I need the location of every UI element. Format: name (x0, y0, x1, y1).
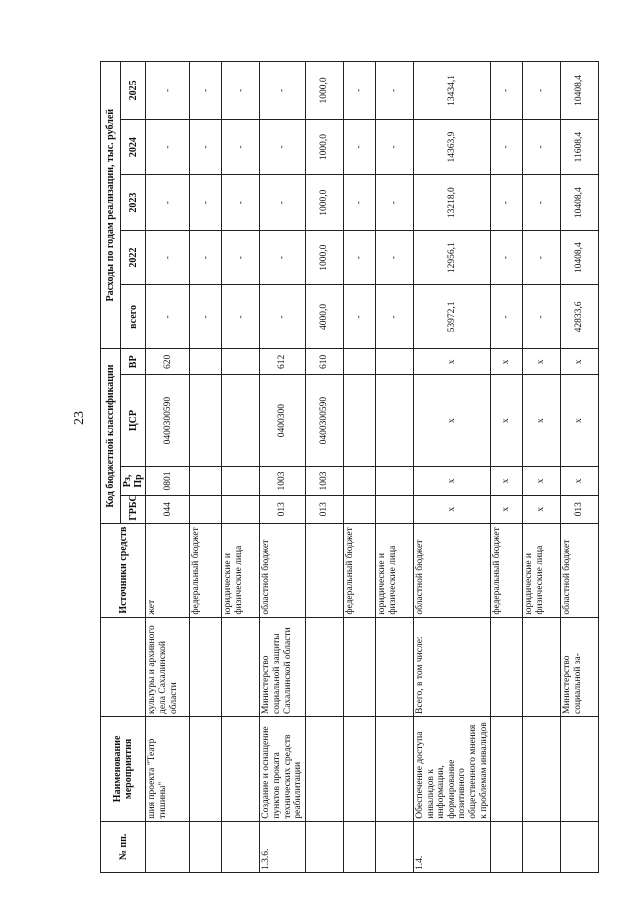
year-2025-cell: - (491, 62, 523, 120)
csr-cell (222, 375, 260, 467)
year-2023-cell: 13218,0 (413, 175, 490, 231)
executor-cell: культуры и архивного дела Сахалинской области (146, 617, 190, 716)
grbs-cell: 013 (305, 495, 343, 523)
rzpr-cell (190, 467, 222, 496)
header-vr: ВР (121, 349, 146, 375)
funding-source-cell: федеральный бюджет (343, 523, 375, 617)
measure-name-cell (375, 717, 413, 822)
rzpr-cell: x (491, 467, 523, 496)
table-row (190, 62, 222, 873)
header-sources: Источники средств (101, 523, 146, 617)
row-number-cell (305, 821, 343, 872)
year-2025-cell: 1000,0 (305, 62, 343, 120)
grbs-cell: x (413, 495, 490, 523)
table-row (260, 62, 306, 873)
executor-cell (491, 617, 523, 716)
year-2024-cell: 14363,9 (413, 119, 490, 175)
year-2023-cell: - (222, 175, 260, 231)
header-kbk: Код бюджетной классификации (101, 349, 121, 523)
csr-cell (375, 375, 413, 467)
grbs-cell (343, 495, 375, 523)
rzpr-cell: x (413, 467, 490, 496)
rzpr-cell (343, 467, 375, 496)
row-number-cell (491, 821, 523, 872)
year-2022-cell: - (343, 230, 375, 284)
funding-source-cell: областной бюджет (413, 523, 490, 617)
vr-cell: x (561, 349, 599, 375)
table-row (523, 62, 561, 873)
csr-cell (343, 375, 375, 467)
year-2024-cell: - (343, 119, 375, 175)
vr-cell: 612 (260, 349, 306, 375)
measure-name-cell (222, 717, 260, 822)
funding-source-cell: областной бюджет (561, 523, 599, 617)
year-2022-cell: 12956,1 (413, 230, 490, 284)
row-number-cell (146, 821, 190, 872)
row-number-cell: 1.4. (413, 821, 490, 872)
year-2022-cell: - (222, 230, 260, 284)
funding-source-cell: федеральный бюджет (491, 523, 523, 617)
total-cell: - (375, 285, 413, 349)
executor-cell (222, 617, 260, 716)
funding-source-cell: областной бюджет (260, 523, 306, 617)
table-row (375, 62, 413, 873)
year-2024-cell: - (222, 119, 260, 175)
vr-cell: 610 (305, 349, 343, 375)
table-row (222, 62, 260, 873)
measure-name-cell (190, 717, 222, 822)
year-2025-cell: - (146, 62, 190, 120)
vr-cell: x (491, 349, 523, 375)
vr-cell (375, 349, 413, 375)
vr-cell: x (523, 349, 561, 375)
header-rzpr: Рз, Пр (121, 467, 146, 496)
year-2025-cell: - (343, 62, 375, 120)
csr-cell (190, 375, 222, 467)
year-2022-cell: 10408,4 (561, 230, 599, 284)
year-2025-cell: 10408,4 (561, 62, 599, 120)
year-2025-cell: 13434,1 (413, 62, 490, 120)
header-year-2025: 2025 (121, 62, 146, 120)
total-cell: - (491, 285, 523, 349)
year-2023-cell: - (343, 175, 375, 231)
table-row (305, 62, 343, 873)
row-number-cell (523, 821, 561, 872)
year-2025-cell: - (260, 62, 306, 120)
rzpr-cell: 1003 (305, 467, 343, 496)
total-cell: 42833,6 (561, 285, 599, 349)
table-row (413, 62, 490, 873)
measure-name-cell (491, 717, 523, 822)
total-cell: 4000,0 (305, 285, 343, 349)
header-executor (101, 617, 146, 716)
executor-cell: Министерство социальной защиты Сахалинской области (260, 617, 306, 716)
year-2024-cell: 11608,4 (561, 119, 599, 175)
funding-source-cell: юридические и физические лица (222, 523, 260, 617)
grbs-cell: 013 (561, 495, 599, 523)
header-name: Наименование мероприятия (101, 717, 146, 822)
executor-cell (343, 617, 375, 716)
year-2022-cell: - (523, 230, 561, 284)
funding-source-cell (305, 523, 343, 617)
grbs-cell (222, 495, 260, 523)
budget-table (100, 61, 599, 873)
year-2023-cell: - (375, 175, 413, 231)
year-2025-cell: - (190, 62, 222, 120)
year-2023-cell: - (190, 175, 222, 231)
year-2023-cell: 1000,0 (305, 175, 343, 231)
year-2022-cell: - (190, 230, 222, 284)
year-2024-cell: 1000,0 (305, 119, 343, 175)
executor-cell (523, 617, 561, 716)
header-expenses: Расходы по годам реализации, тыс. рублей (101, 62, 121, 349)
row-number-cell (190, 821, 222, 872)
measure-name-cell (523, 717, 561, 822)
year-2022-cell: - (260, 230, 306, 284)
rzpr-cell: x (523, 467, 561, 496)
total-cell: - (260, 285, 306, 349)
year-2024-cell: - (146, 119, 190, 175)
table-row (561, 62, 599, 873)
year-2025-cell: - (222, 62, 260, 120)
measure-name-cell: шия проекта "Театр тишины" (146, 717, 190, 822)
executor-cell (305, 617, 343, 716)
csr-cell: x (523, 375, 561, 467)
measure-name-cell (561, 717, 599, 822)
funding-source-cell: федеральный бюджет (190, 523, 222, 617)
year-2024-cell: - (375, 119, 413, 175)
rzpr-cell: 1003 (260, 467, 306, 496)
grbs-cell: x (491, 495, 523, 523)
header-no: № пп. (101, 821, 146, 872)
year-2025-cell: - (523, 62, 561, 120)
year-2022-cell: - (491, 230, 523, 284)
total-cell: - (190, 285, 222, 349)
total-cell: - (523, 285, 561, 349)
grbs-cell (190, 495, 222, 523)
year-2022-cell: - (146, 230, 190, 284)
header-csr: ЦСР (121, 375, 146, 467)
measure-name-cell (305, 717, 343, 822)
budget-table-sheet (100, 61, 585, 873)
year-2024-cell: - (491, 119, 523, 175)
funding-source-cell: юридические и физические лица (523, 523, 561, 617)
funding-source-cell: юридические и физические лица (375, 523, 413, 617)
row-number-cell (561, 821, 599, 872)
year-2025-cell: - (375, 62, 413, 120)
vr-cell (343, 349, 375, 375)
table-row (491, 62, 523, 873)
measure-name-cell: Создание и оснащение пунктов проката технических средств реабилитации (260, 717, 306, 822)
header-year-2022: 2022 (121, 230, 146, 284)
row-number-cell (375, 821, 413, 872)
row-number-cell: 1.3.6. (260, 821, 306, 872)
year-2022-cell: - (375, 230, 413, 284)
year-2023-cell: - (523, 175, 561, 231)
header-year-2023: 2023 (121, 175, 146, 231)
measure-name-cell (343, 717, 375, 822)
total-cell: - (222, 285, 260, 349)
total-cell: - (146, 285, 190, 349)
year-2024-cell: - (523, 119, 561, 175)
rzpr-cell (375, 467, 413, 496)
year-2022-cell: 1000,0 (305, 230, 343, 284)
year-2024-cell: - (190, 119, 222, 175)
year-2024-cell: - (260, 119, 306, 175)
csr-cell: 0400300590 (146, 375, 190, 467)
total-cell: 53972,1 (413, 285, 490, 349)
year-2023-cell: - (260, 175, 306, 231)
year-2023-cell: 10408,4 (561, 175, 599, 231)
table-row (146, 62, 190, 873)
executor-cell: Всего, в том числе: (413, 617, 490, 716)
executor-cell (375, 617, 413, 716)
csr-cell: x (491, 375, 523, 467)
executor-cell: Министерство социальной за- (561, 617, 599, 716)
row-number-cell (222, 821, 260, 872)
header-year-2024: 2024 (121, 119, 146, 175)
total-cell: - (343, 285, 375, 349)
header-total: всего (121, 285, 146, 349)
table-body (146, 62, 599, 873)
year-2023-cell: - (491, 175, 523, 231)
year-2023-cell: - (146, 175, 190, 231)
measure-name-cell: Обеспечение доступа инвалидов к информации, формирование позитивного общественного мнения к проблемам инвалидов (413, 717, 490, 822)
row-number-cell (343, 821, 375, 872)
page-number: 23 (72, 411, 87, 425)
csr-cell: x (561, 375, 599, 467)
rzpr-cell (222, 467, 260, 496)
funding-source-cell: жет (146, 523, 190, 617)
csr-cell: 0400300 (260, 375, 306, 467)
vr-cell (190, 349, 222, 375)
grbs-cell: 013 (260, 495, 306, 523)
grbs-cell (375, 495, 413, 523)
vr-cell: x (413, 349, 490, 375)
csr-cell: x (413, 375, 490, 467)
vr-cell: 620 (146, 349, 190, 375)
rzpr-cell: 0801 (146, 467, 190, 496)
header-grbs: ГРБС (121, 495, 146, 523)
rzpr-cell: x (561, 467, 599, 496)
table-row (343, 62, 375, 873)
vr-cell (222, 349, 260, 375)
executor-cell (190, 617, 222, 716)
grbs-cell: 044 (146, 495, 190, 523)
csr-cell: 0400300590 (305, 375, 343, 467)
grbs-cell: x (523, 495, 561, 523)
